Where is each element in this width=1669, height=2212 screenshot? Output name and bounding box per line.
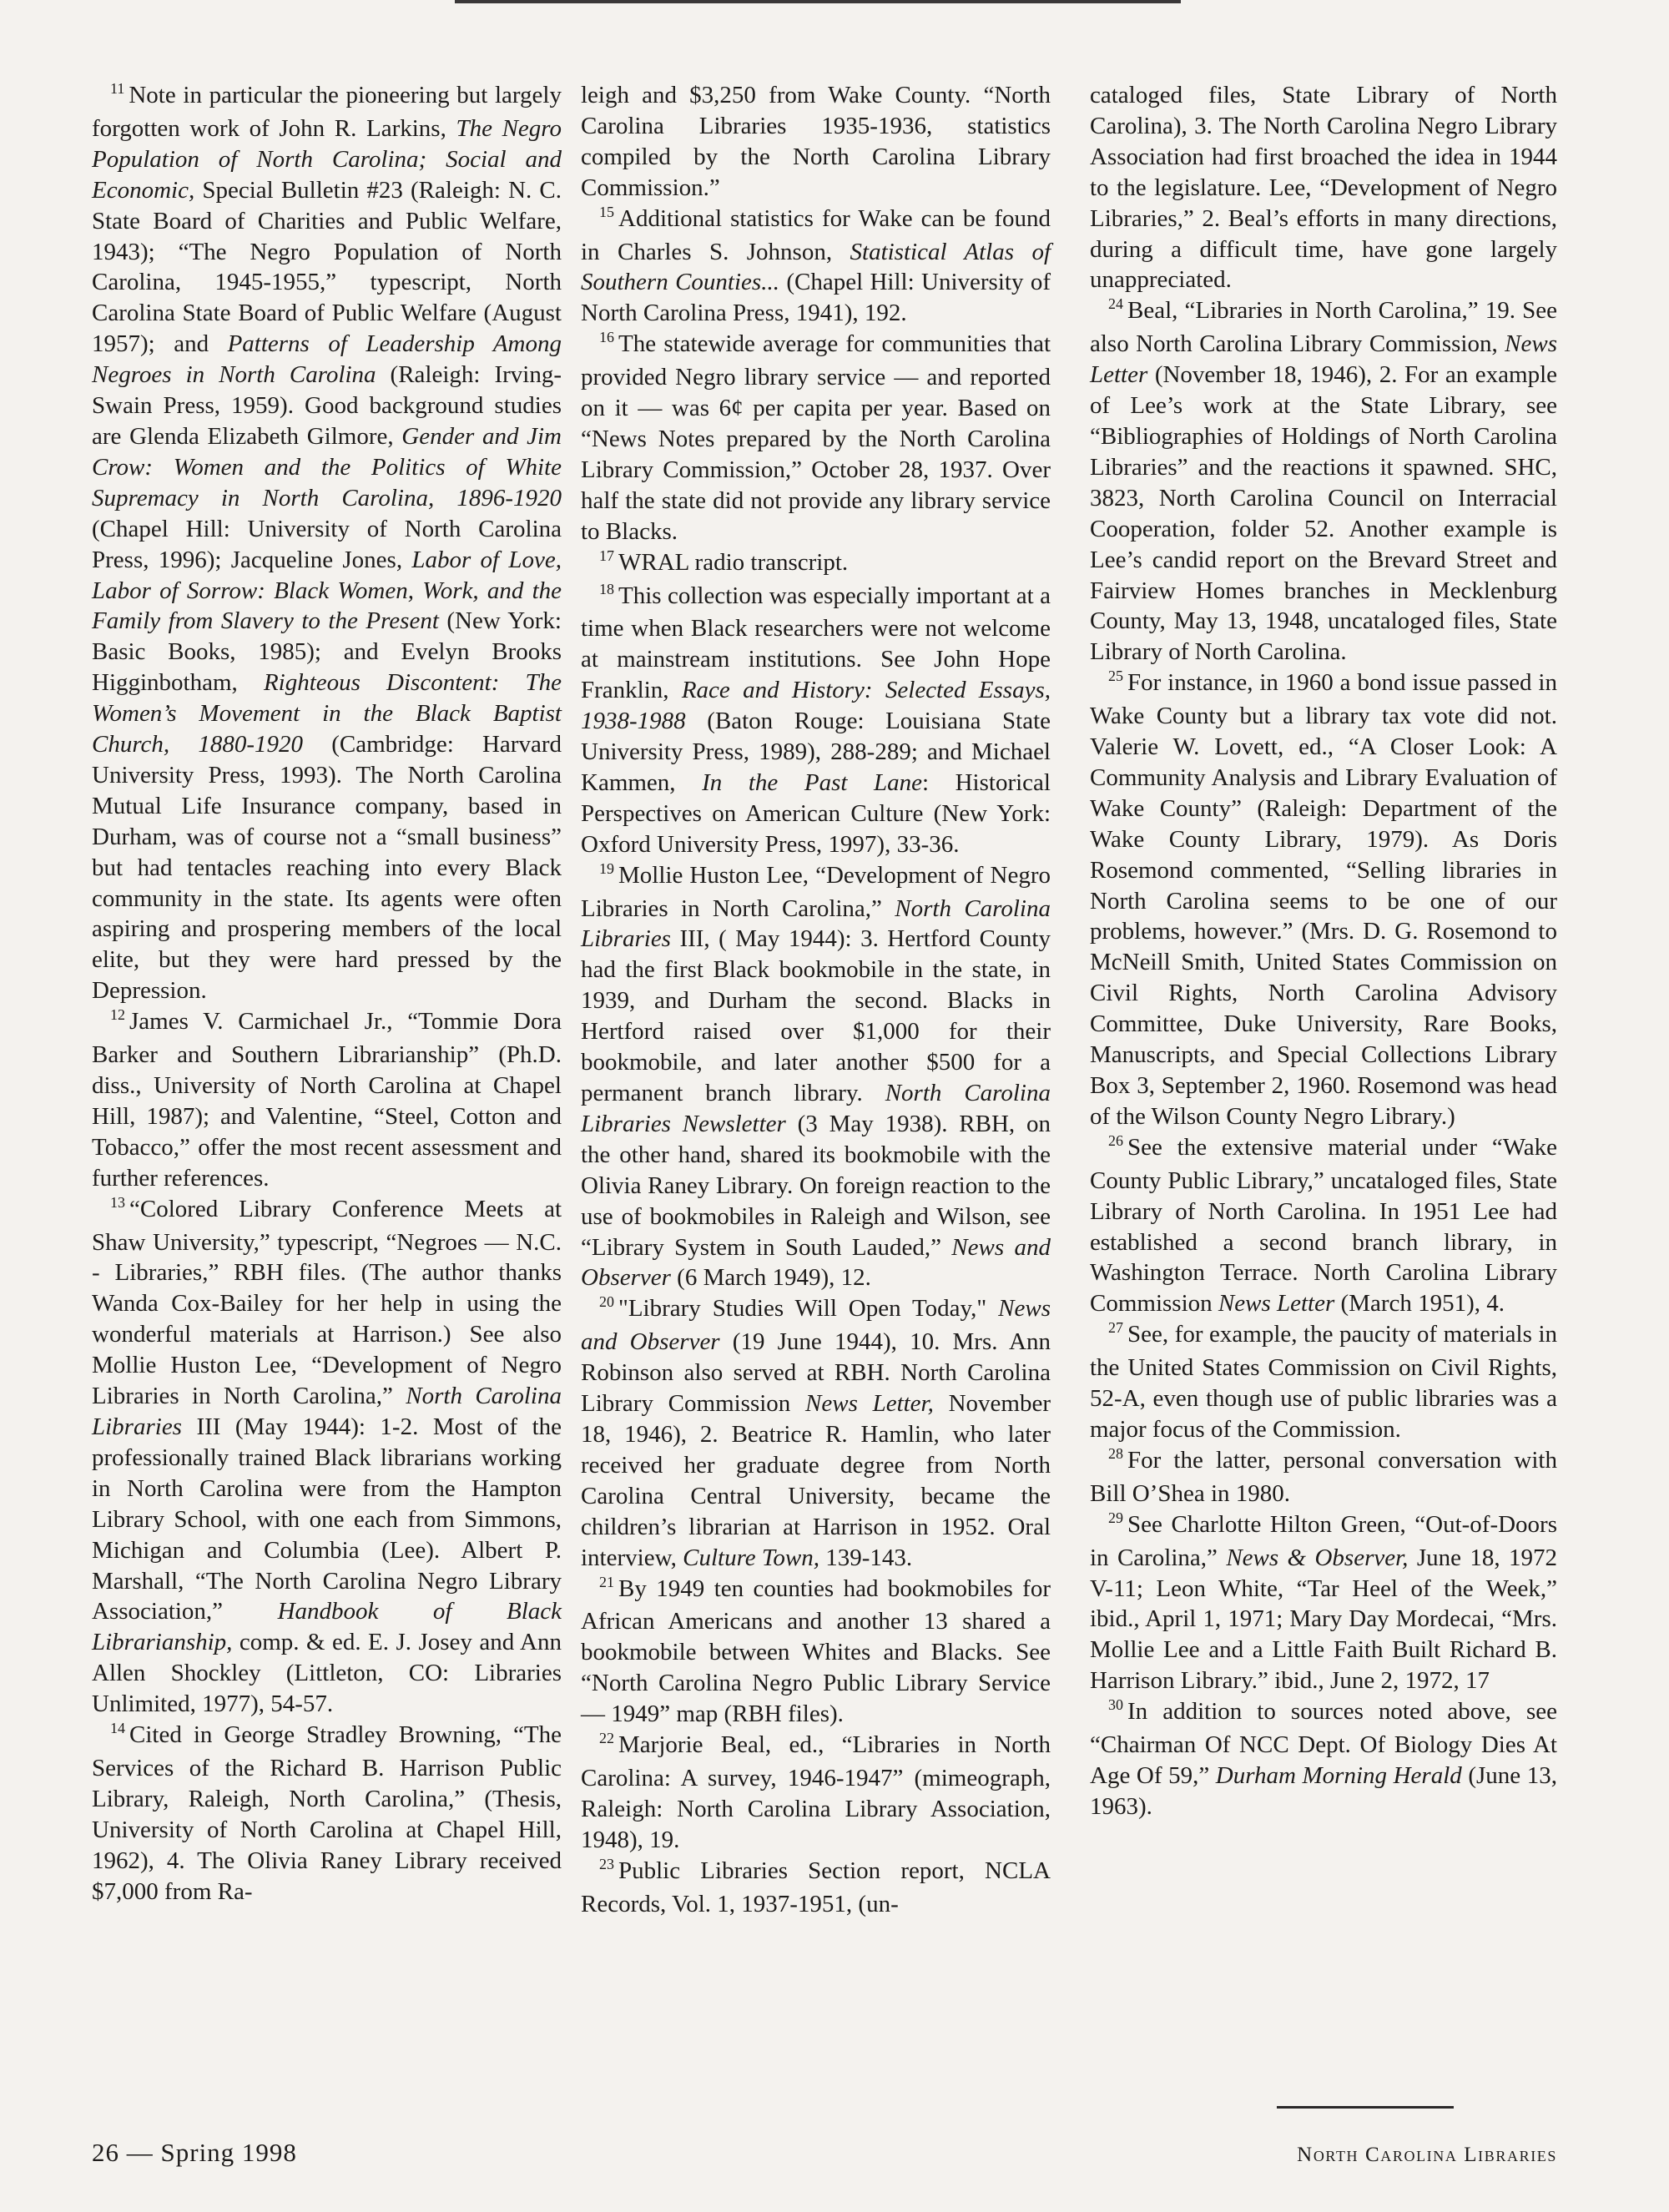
endnote-number: 17 xyxy=(599,547,614,564)
endnote-text: cataloged files, State Library of North Carolina), 3. The North Carolina Negro Library Association had first broached the idea in 1944 to the legislature. Lee, “Development of Negro Libraries,” 2. Beal’s efforts in many directions, during a difficult time, have gone largely unappreciated. xyxy=(1090,82,1557,294)
endnote-12 xyxy=(92,1006,562,1193)
endnote-text: Public Libraries Section report, NCLA Records, Vol. 1, 1937-1951, (un- xyxy=(581,1857,1051,1917)
endnote-28 xyxy=(1090,1445,1557,1509)
endnote-text: June 18, 1972 V-11; Leon White, “Tar Heel of the Week,” ibid., April 1, 1971; Mary Day Mordecai, “Mrs. Mollie Lee and a Little Faith Built Richard B. Harrison Library.” ibid., June 2, 1972, 17 xyxy=(1090,1544,1557,1695)
endnote-number: 13 xyxy=(110,1193,125,1211)
citation-title: Handbook of Black Librarianship, xyxy=(92,1598,562,1656)
endnote-text: (6 March 1949), 12. xyxy=(670,1264,871,1292)
endnote-text: (Baton Rouge: Louisiana State University Press, 1989), 288-289; and Michael Kammen, xyxy=(581,708,1051,796)
endnote-text: (19 June 1944), 10. Mrs. Ann Robinson also served at RBH. North Carolina Library Commission xyxy=(581,1328,1051,1418)
endnote-rule xyxy=(1277,2106,1454,2109)
endnote-number: 23 xyxy=(599,1855,614,1872)
endnote-text: By 1949 ten counties had bookmobiles for African Americans and another 13 shared a bookmobile between Whites and Blacks. See “North Carolina Negro Public Library Service — 1949” map (RBH files). xyxy=(581,1575,1051,1728)
endnote-23 xyxy=(581,1856,1051,1920)
endnote-text: See Charlotte Hilton Green, “Out-of-Doors in Carolina,” xyxy=(1090,1510,1557,1571)
endnote-number: 25 xyxy=(1108,668,1123,685)
endnote-19 xyxy=(581,860,1051,1294)
endnote-number: 28 xyxy=(1108,1444,1123,1462)
endnote-15 xyxy=(581,204,1051,330)
citation-title: Labor of Love, Labor of Sorrow: Black Women, Work, and the Family from Slavery to the Present xyxy=(92,546,562,635)
citation-title: North Carolina Libraries Newsletter xyxy=(581,1080,1051,1137)
citation-title: Patterns of Leadership Among Negroes in North Carolina xyxy=(92,330,562,389)
endnote-text: (Chapel Hill: University of North Carolina Press, 1941), 192. xyxy=(581,269,1051,327)
endnote-text: For instance, in 1960 a bond issue passed in Wake County but a library tax vote did not. Valerie W. Lovett, ed., “A Closer Look: A Community Analysis and Library Evaluation of Wake County” (Raleigh: Department of the Wake County Library, 1979). As Doris Rosemond commented, “Selling libraries in North Carolina seems to be one of our problems, however.” (Mrs. D. G. Rosemond to McNeill Smith, United States Commission on Civil Rights, North Carolina Advisory Committee, Duke University, Rare Books, Manuscripts, and Special Collections Library Box 3, September 2, 1960. Rosemond was head of the Wilson County Negro Library.) xyxy=(1090,669,1557,1130)
citation-title: News & Observer, xyxy=(1226,1544,1409,1571)
endnote-text: (3 May 1938). RBH, on the other hand, shared its bookmobile with the Olivia Raney Library. On foreign reaction to the use of bookmobiles in Raleigh and Wilson, see “Library System in South Lauded,” xyxy=(581,1110,1051,1261)
citation-title: Durham Morning Herald xyxy=(1215,1761,1462,1789)
endnote-number: 15 xyxy=(599,203,614,220)
endnote-27 xyxy=(1090,1319,1557,1445)
endnote-17 xyxy=(581,547,1051,581)
endnote-continued xyxy=(1090,80,1557,295)
endnote-text: Marjorie Beal, ed., “Libraries in North Carolina: A survey, 1946-1947” (mimeograph, Raleigh: North Carolina Library Association, 1948), 19. xyxy=(581,1731,1051,1853)
endnote-text: (New York: Basic Books, 1985); and Evelyn Brooks Higginbotham, xyxy=(92,607,562,697)
citation-title: Culture Town, xyxy=(683,1544,819,1571)
citation-title: In the Past Lane xyxy=(702,768,922,796)
endnote-text: III (May 1944): 1-2. Most of the professionally trained Black librarians working in North Carolina were from the Hampton Library School, with one each from Simmons, Michigan and Columbia (Lee). Albert P. Marshall, “The North Carolina Negro Library Association,” xyxy=(92,1413,562,1625)
endnote-text: Beal, “Libraries in North Carolina,” 19. See also North Carolina Library Commission, xyxy=(1090,297,1557,358)
citation-title: Righteous Discontent: The Women’s Movement in the Black Baptist Church, 1880-1920 xyxy=(92,669,562,758)
endnote-25 xyxy=(1090,668,1557,1132)
column-right xyxy=(1090,80,1557,1822)
top-rule xyxy=(455,0,1181,3)
endnote-number: 14 xyxy=(110,1720,125,1737)
endnote-text: (March 1951), 4. xyxy=(1334,1290,1505,1318)
page-folio: 26 — Spring 1998 xyxy=(92,2138,297,2167)
endnote-text: In addition to sources noted above, see “Chairman Of NCC Dept. Of Biology Dies At Age Of 59,” xyxy=(1090,1698,1557,1789)
citation-title: News Letter xyxy=(1218,1290,1335,1318)
citation-title: News Letter xyxy=(1090,330,1557,389)
endnote-text: (June 13, 1963). xyxy=(1090,1761,1557,1820)
endnote-text: November 18, 1946), 2. Beatrice R. Hamlin, who later received her graduate degree from North Carolina Central University, became the children’s librarian at Harrison in 1952. Oral interview, xyxy=(581,1390,1051,1571)
endnote-text: Special Bulletin #23 (Raleigh: N. C. State Board of Charities and Public Welfare, 1943); “The Negro Population of North Carolina, 1945-1955,” typescript, North Carolina State Board of Public Welfare (August 1957); and xyxy=(92,176,562,358)
endnote-text: The statewide average for communities that provided Negro library service — and reported on it — was 6¢ per capita per year. Based on “News Notes prepared by the North Carolina Library Commission,” October 28, 1937. Over half the state did not provide any library service to Blacks. xyxy=(581,330,1051,545)
endnote-14 xyxy=(92,1720,562,1907)
endnote-number: 12 xyxy=(110,1006,125,1024)
citation-title: North Carolina Libraries xyxy=(92,1383,562,1440)
column-left xyxy=(92,80,562,1907)
endnote-text: : Historical Perspectives on American Culture (New York: Oxford University Press, 1997), 33-36. xyxy=(581,768,1051,858)
endnote-number: 18 xyxy=(599,580,614,597)
citation-title: News Letter, xyxy=(805,1390,934,1418)
endnote-number: 21 xyxy=(599,1573,614,1590)
endnote-text: (November 18, 1946), 2. For an example of Lee’s work at the State Library, see “Bibliographies of Holdings of North Carolina Libraries” and the reactions it spawned. SHC, 3823, North Carolina Council on Interracial Cooperation, folder 52. Another example is Lee’s candid report on the Brevard Street and Fairview Homes branches in Mecklenburg County, May 13, 1948, uncataloged files, State Library of North Carolina. xyxy=(1090,361,1557,666)
citation-title: North Carolina Libraries xyxy=(581,894,1051,953)
endnote-30 xyxy=(1090,1696,1557,1822)
endnote-24 xyxy=(1090,295,1557,668)
endnote-text: See, for example, the paucity of materials in the United States Commission on Civil Rights, 52-A, even though use of public libraries was a major focus of the Commission. xyxy=(1090,1321,1557,1443)
endnote-16 xyxy=(581,329,1051,547)
endnote-number: 30 xyxy=(1108,1696,1123,1714)
endnote-number: 26 xyxy=(1108,1131,1123,1149)
endnote-text: (Chapel Hill: University of North Carolina Press, 1996); Jacqueline Jones, xyxy=(92,515,562,573)
endnote-number: 29 xyxy=(1108,1509,1123,1526)
endnote-text: James V. Carmichael Jr., “Tommie Dora Barker and Southern Librarianship” (Ph.D. diss., University of North Carolina at Chapel Hill, 1987); and Valentine, “Steel, Cotton and Tobacco,” offer the most recent assessment and further references. xyxy=(92,1008,562,1192)
endnote-21 xyxy=(581,1574,1051,1731)
endnote-text: “Colored Library Conference Meets at Shaw University,” typescript, “Negroes — N.C. - Libraries,” RBH files. (The author thanks Wanda Cox-Bailey for her help in using the wonderful materials at Harrison.) See also Mollie Huston Lee, “Development of Negro Libraries in North Carolina,” xyxy=(92,1195,562,1410)
endnote-number: 24 xyxy=(1108,295,1123,313)
endnote-text: 139-143. xyxy=(819,1544,913,1571)
citation-title: Statistical Atlas of Southern Counties... xyxy=(581,238,1051,296)
endnote-text: This collection was especially important at a time when Black researchers were not welcome at mainstream institutions. See John Hope Franklin, xyxy=(581,582,1051,704)
column-middle xyxy=(581,80,1051,1919)
endnote-number: 27 xyxy=(1108,1319,1123,1337)
citation-title: Gender and Jim Crow: Women and the Politics of White Supremacy in North Carolina, 1896-1920 xyxy=(92,422,562,511)
endnote-number: 16 xyxy=(599,329,614,346)
endnote-11 xyxy=(92,80,562,1006)
endnote-text: comp. & ed. E. J. Josey and Ann Allen Shockley (Littleton, CO: Libraries Unlimited, 1977), 54-57. xyxy=(92,1629,562,1718)
endnote-22 xyxy=(581,1730,1051,1856)
endnote-text: Note in particular the pioneering but largely forgotten work of John R. Larkins, xyxy=(92,82,562,142)
endnote-18 xyxy=(581,581,1051,860)
endnote-text: See the extensive material under “Wake County Public Library,” uncataloged files, State Library of North Carolina. In 1951 Lee had established a second branch library, in Washington Terrace. North Carolina Library Commission xyxy=(1090,1133,1557,1318)
endnote-number: 11 xyxy=(110,80,125,97)
citation-title: News and Observer xyxy=(581,1233,1051,1292)
endnote-20 xyxy=(581,1293,1051,1573)
citation-title: News and Observer xyxy=(581,1295,1051,1356)
endnote-continued xyxy=(581,80,1051,204)
endnote-text: WRAL radio transcript. xyxy=(618,548,849,576)
endnote-text: Mollie Huston Lee, “Development of Negro Libraries in North Carolina,” xyxy=(581,861,1051,922)
endnote-text: "Library Studies Will Open Today," xyxy=(618,1295,999,1323)
endnote-number: 20 xyxy=(599,1293,614,1311)
endnote-text: III, ( May 1944): 3. Hertford County had the first Black bookmobile in the state, in 1939, and Durham the second. Blacks in Hertford raised over $1,000 for their bookmobile, and later another $500 for a permanent branch library. xyxy=(581,925,1051,1106)
endnote-number: 19 xyxy=(599,859,614,877)
endnote-text: (Raleigh: Irving-Swain Press, 1959). Good background studies are Glenda Elizabeth Gilmore, xyxy=(92,361,562,450)
endnote-13 xyxy=(92,1194,562,1720)
endnote-29 xyxy=(1090,1509,1557,1696)
endnote-26 xyxy=(1090,1132,1557,1319)
endnote-text: leigh and $3,250 from Wake County. “North Carolina Libraries 1935-1936, statistics compiled by the North Carolina Library Commission.” xyxy=(581,82,1051,201)
endnote-text: For the latter, personal conversation with Bill O’Shea in 1980. xyxy=(1090,1446,1557,1507)
endnote-number: 22 xyxy=(599,1730,614,1747)
endnote-text: Additional statistics for Wake can be found in Charles S. Johnson, xyxy=(581,204,1051,265)
journal-name: North Carolina Libraries xyxy=(1297,2144,1557,2166)
citation-title: The Negro Population of North Carolina; Social and Economic, xyxy=(92,114,562,204)
endnote-text: Cited in George Stradley Browning, “The Services of the Richard B. Harrison Public Library, Raleigh, North Carolina,” (Thesis, University of North Carolina at Chapel Hill, 1962), 4. The Olivia Raney Library received $7,000 from Ra- xyxy=(92,1721,562,1905)
citation-title: Race and History: Selected Essays, 1938-1988 xyxy=(581,677,1051,735)
endnote-text: (Cambridge: Harvard University Press, 1993). The North Carolina Mutual Life Insurance company, based in Durham, was of course not a “small business” but had tentacles reaching into every Black community in the state. Its agents were often aspiring and prospering members of the local elite, but they were hard pressed by the Depression. xyxy=(92,731,562,1005)
